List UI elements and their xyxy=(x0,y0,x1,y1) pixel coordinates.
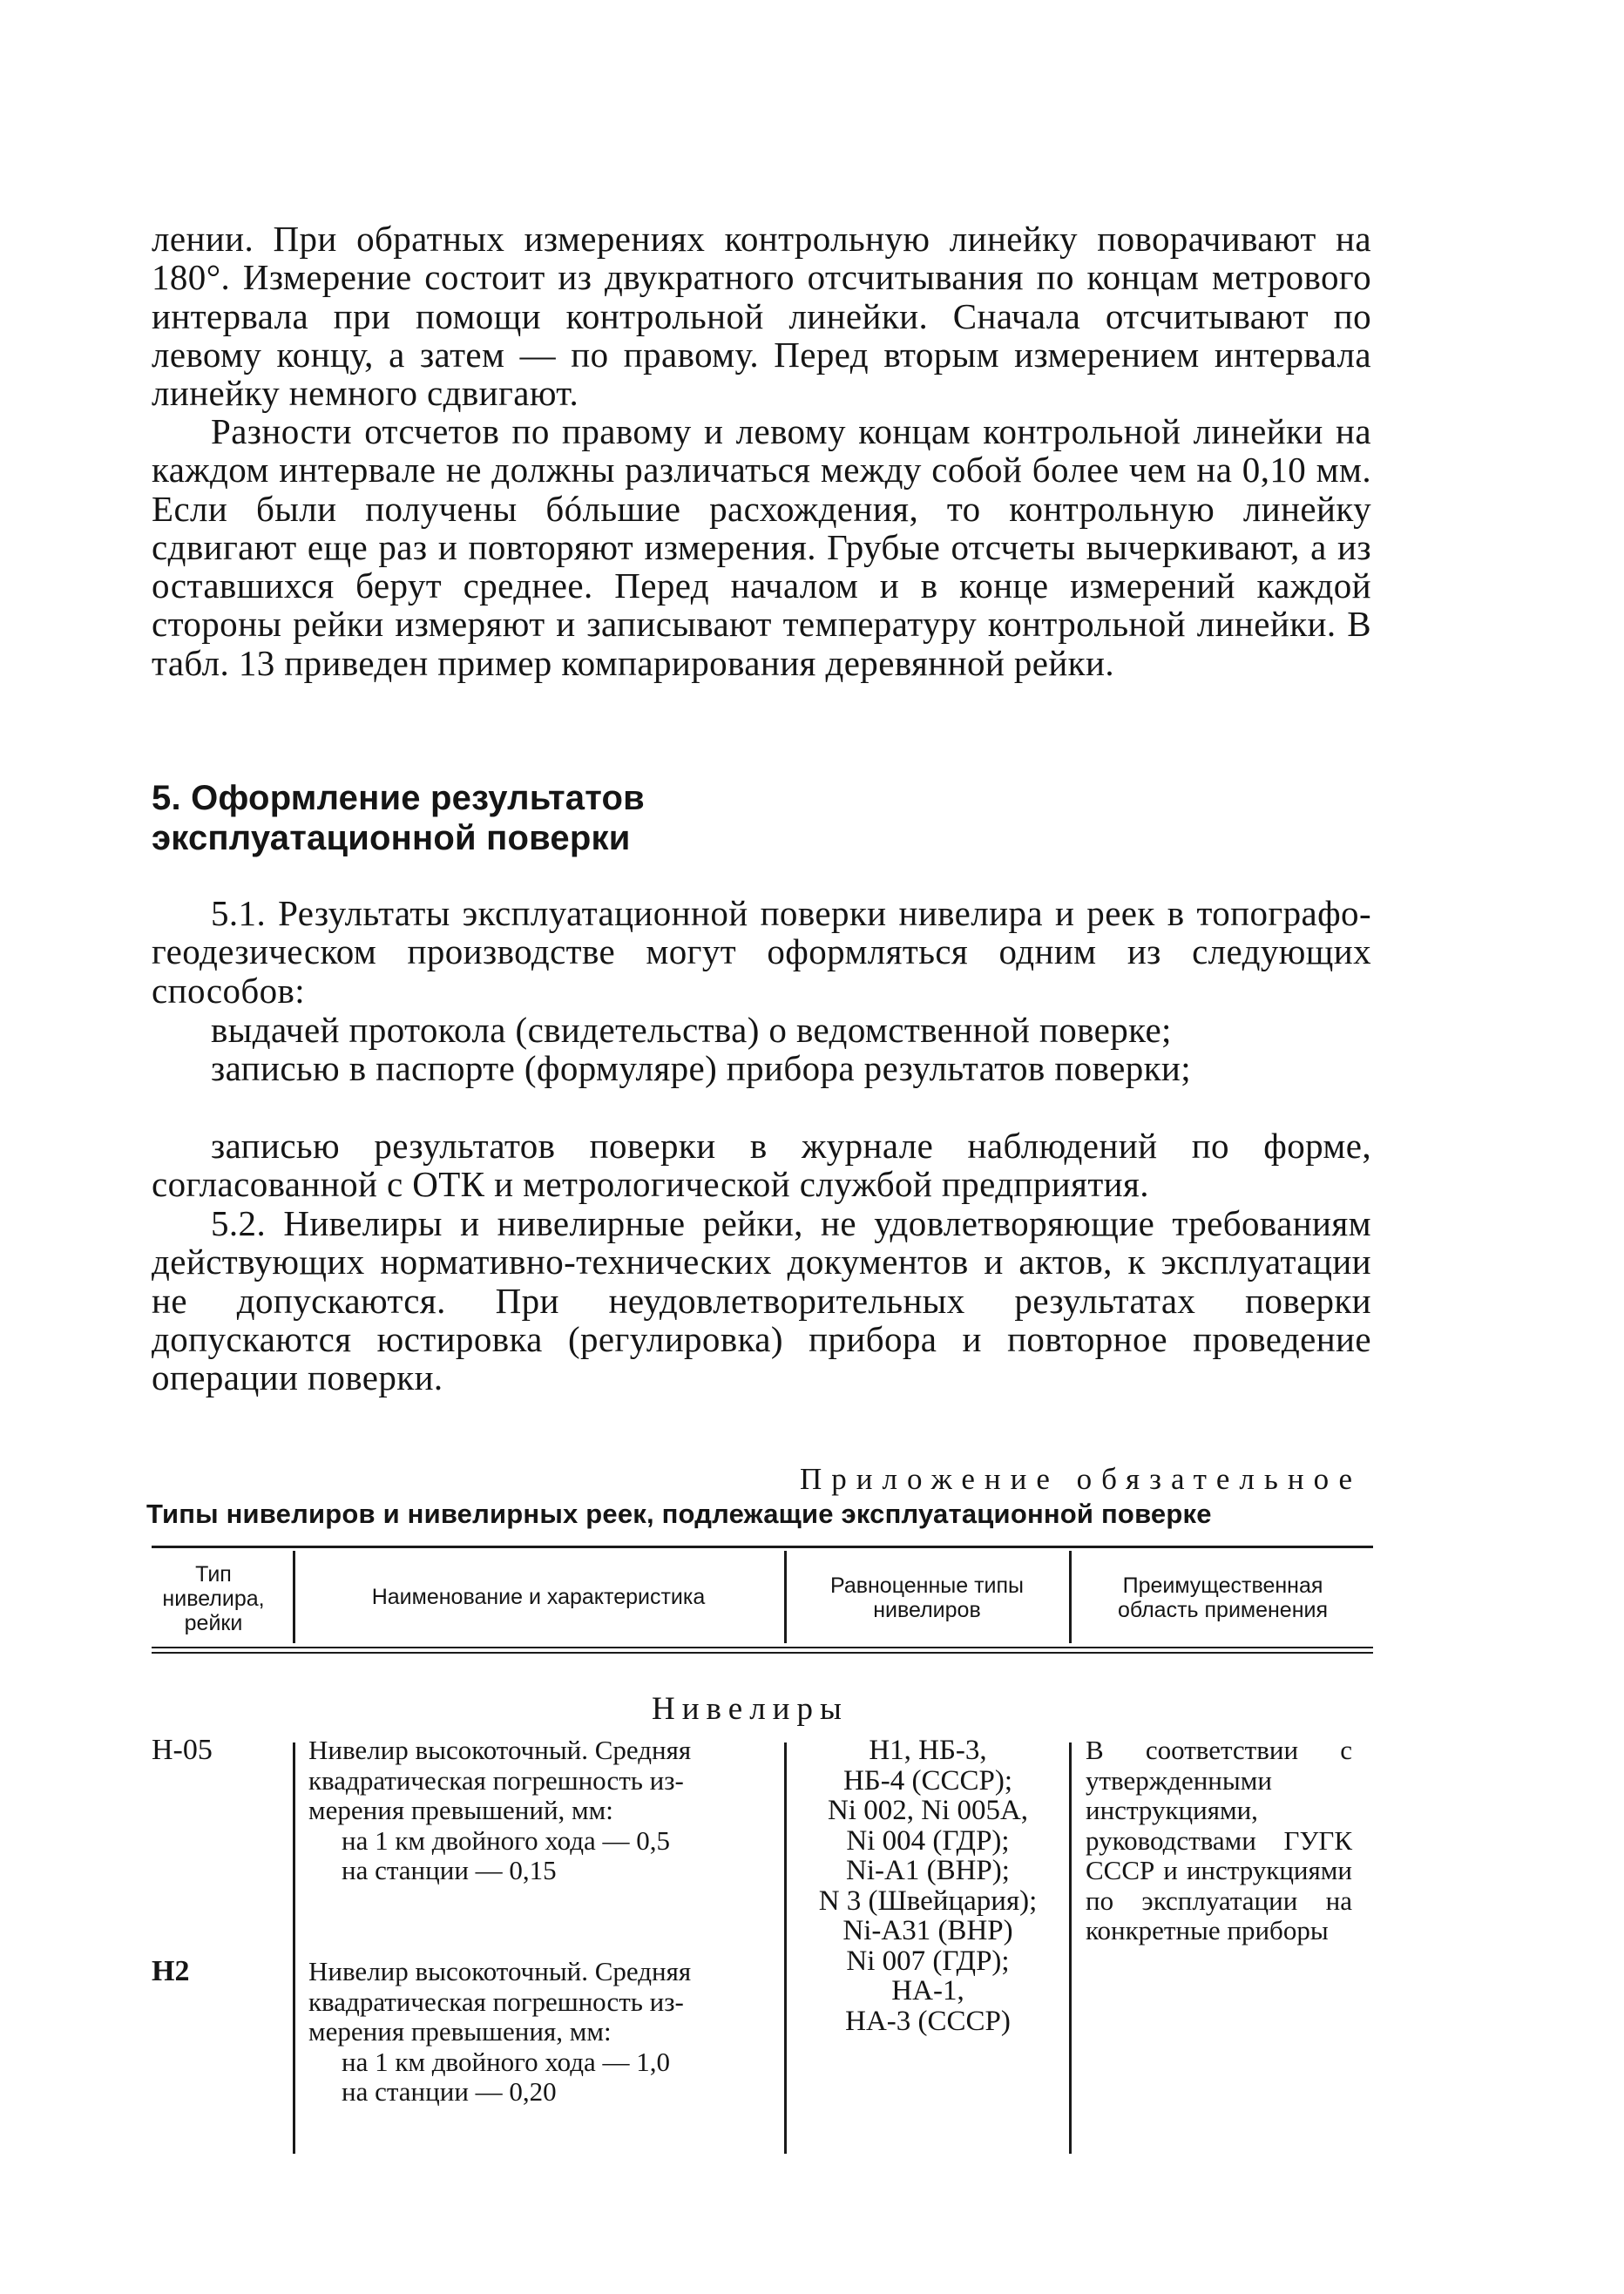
header-rule-1 xyxy=(152,1647,1373,1648)
body-divider-3 xyxy=(1069,1742,1072,2154)
column-header-type: Тип нивелира, рейки xyxy=(162,1562,265,1635)
column-header-equivalent: Равноценные типы нивелиров xyxy=(829,1573,1025,1622)
table-row-code: Н-05 xyxy=(152,1734,213,1766)
body-divider-1 xyxy=(293,1742,295,2154)
body-divider-2 xyxy=(784,1742,787,2154)
paragraph-measurement: лении. При обратных измерениях контрольную линейку поворачивают на 180°. Измерение состоит из двукратного отсчитывания по концам метрового интервала при помощи контрольной линейки. Сначала отсчитывают по левому концу, а затем — по правому. Перед вторым измерением интервала линейку немного сдвигают. xyxy=(152,219,1371,414)
paragraph-5-2: 5.2. Нивелиры и нивелирные рейки, не удовлетворяющие требованиям действующих нормативно-технических документов и актов, к эксплуатации не допускаются. При неудовлетворительных результатах поверки допускаются юстировка (регулировка) прибора и повторное проведение операции поверки. xyxy=(152,1203,1371,1398)
equivalent-types-cell: Н1, НБ-3, НБ-4 (СССР); Ni 002, Ni 005А, Ni 004 (ГДР); Ni-А1 (ВНР); N 3 (Швейцария); Ni-А31 (ВНР) Ni 007 (ГДР); НА-1, НА-3 (СССР) xyxy=(818,1735,1038,2037)
column-header-name: Наименование и характеристика xyxy=(371,1585,706,1609)
appendix-label: Приложение обязательное xyxy=(800,1462,1363,1496)
table-row-description: Нивелир высокоточный. Средняя квадратическая погрешность из- мерения превышения, мм: на 1 км двойного хода — 1,0 на станции — 0,20 xyxy=(308,1956,692,2107)
header-divider-3 xyxy=(1069,1551,1072,1643)
table-row-description: Нивелир высокоточный. Средняя квадратическая погрешность из- мерения превышений, мм: на 1 км двойного хода — 0,5 на станции — 0,15 xyxy=(308,1735,692,1885)
header-divider-1 xyxy=(293,1551,295,1643)
table-top-rule xyxy=(152,1546,1373,1548)
section-heading-line1: 5. Оформление результатов xyxy=(152,779,645,817)
section-heading-line2: эксплуатационной поверки xyxy=(152,819,631,857)
table-row-code: Н2 xyxy=(152,1955,190,1987)
application-area-cell: В соответствии с утвержденными инструкциями, руководствами ГУГК СССР и инструкциями по эксплуатации на конкретные приборы xyxy=(1086,1735,1352,1946)
list-item-journal: записью результатов поверки в журнале наблюдений по форме, согласованной с ОТК и метрологической службой предприятия. xyxy=(152,1126,1371,1205)
list-item-passport: записью в паспорте (формуляре) прибора результатов поверки; xyxy=(211,1048,1192,1088)
header-divider-2 xyxy=(784,1551,787,1643)
paragraph-5-1: 5.1. Результаты эксплуатационной поверки нивелира и реек в топографо-геодезическом производстве могут оформляться одним из следующих способов: xyxy=(152,893,1371,1011)
list-item-protocol: выдачей протокола (свидетельства) о ведомственной поверке; xyxy=(211,1010,1172,1050)
table-section-label: Нивелиры xyxy=(652,1691,849,1727)
table-title: Типы нивелиров и нивелирных реек, подлежащие эксплуатационной поверке xyxy=(146,1499,1212,1529)
column-header-area: Преимущественная область применения xyxy=(1117,1573,1329,1622)
paragraph-readings: Разности отсчетов по правому и левому концам контрольной линейки на каждом интервале не должны различаться между собой более чем на 0,10 мм. Если были получены бóльшие расхождения, то контрольную линейку сдвигают еще раз и повторяют измерения. Грубые отсчеты вычеркивают, а из оставшихся берут среднее. Перед началом и в конце измерений каждой стороны рейки измеряют и записывают температуру контрольной линейки. В табл. 13 приведен пример компарирования деревянной рейки. xyxy=(152,411,1371,683)
header-rule-2 xyxy=(152,1652,1373,1654)
